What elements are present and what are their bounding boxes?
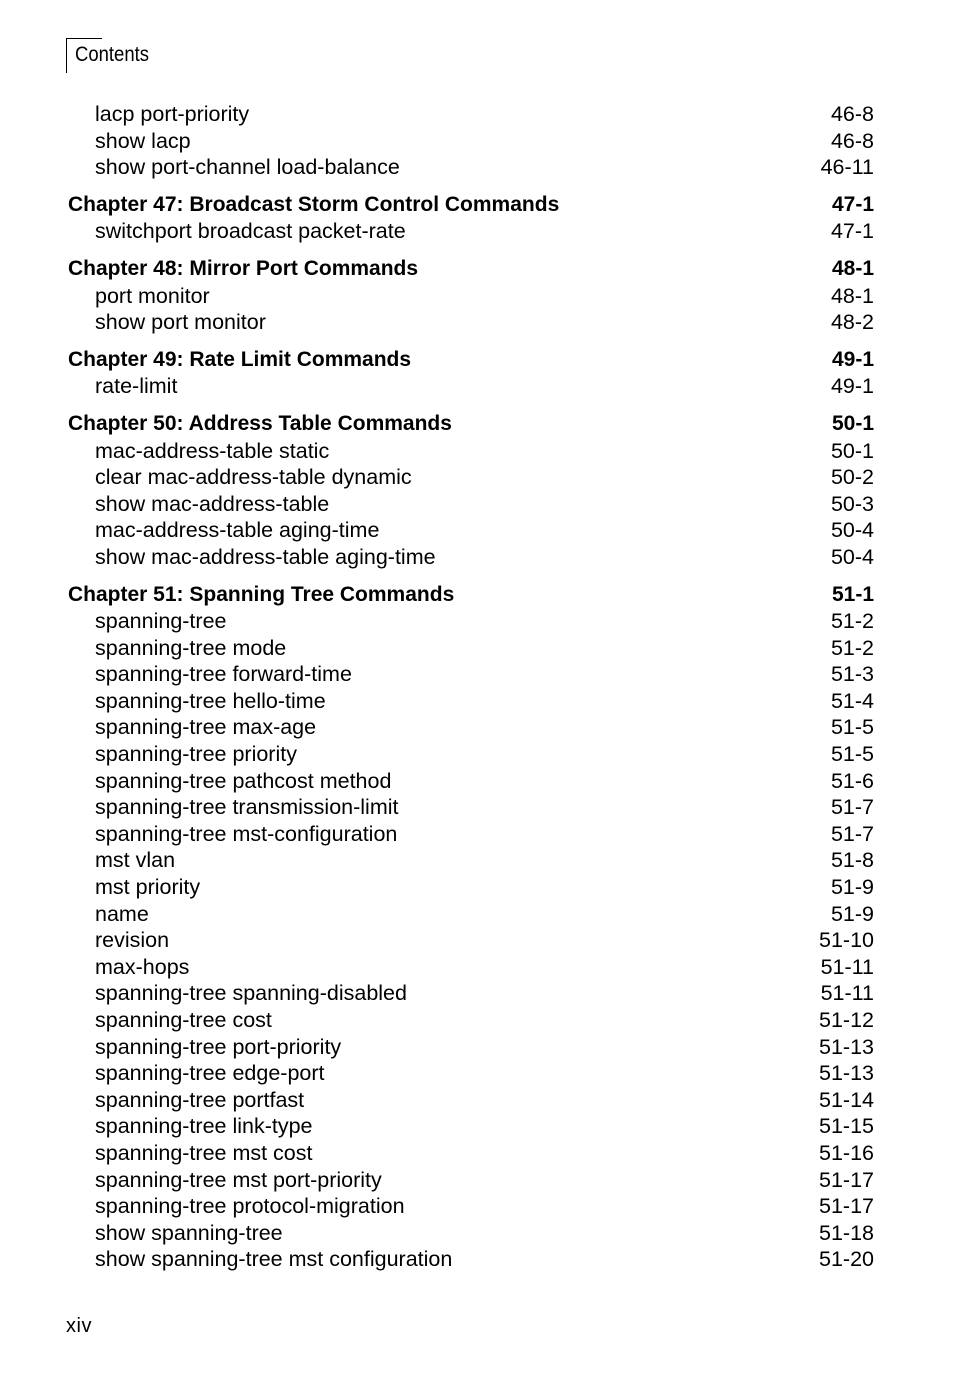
toc-entry[interactable] — [68, 1193, 874, 1220]
chapter-heading[interactable] — [68, 411, 874, 438]
entry-title: mst vlan — [95, 848, 176, 873]
entry-title: spanning-tree — [95, 609, 227, 634]
toc-entry[interactable] — [68, 741, 874, 768]
entry-page: 51-7 — [830, 821, 874, 846]
entry-page: 51-2 — [830, 609, 874, 634]
entry-page: 51-18 — [819, 1220, 874, 1245]
chapter-page: 47-1 — [831, 192, 874, 216]
toc-entry[interactable] — [68, 1060, 874, 1087]
entry-title: spanning-tree cost — [95, 1008, 272, 1032]
toc-entry[interactable] — [68, 608, 874, 635]
chapter-title: Chapter 47: Broadcast Storm Control Commands — [68, 192, 560, 216]
entry-page: 51-3 — [830, 662, 874, 687]
entry-title: spanning-tree port-priority — [95, 1034, 342, 1059]
chapter-title: Chapter 48: Mirror Port Commands — [68, 256, 419, 280]
toc-entry[interactable] — [68, 874, 874, 901]
entry-page: 48-1 — [830, 283, 874, 308]
entry-page: 49-1 — [830, 374, 874, 399]
toc-entry[interactable] — [68, 544, 874, 571]
toc-entry[interactable] — [68, 491, 874, 518]
entry-title: spanning-tree hello-time — [95, 688, 326, 713]
toc-group — [68, 347, 874, 400]
chapter-title: Chapter 49: Rate Limit Commands — [68, 347, 412, 371]
entry-page: 51-5 — [830, 742, 874, 767]
entry-page: 46-8 — [830, 102, 874, 126]
entry-title: spanning-tree portfast — [95, 1087, 305, 1112]
chapter-heading[interactable] — [68, 192, 874, 219]
table-of-contents — [68, 101, 874, 1284]
chapter-page: 50-1 — [831, 411, 874, 435]
toc-group — [68, 101, 874, 181]
toc-group — [68, 256, 874, 336]
toc-entry[interactable] — [68, 438, 874, 465]
entry-page: 51-12 — [819, 1008, 874, 1032]
entry-title: max-hops — [95, 954, 190, 979]
toc-entry[interactable] — [68, 1246, 874, 1273]
entry-page: 51-4 — [830, 688, 874, 713]
entry-page: 51-9 — [830, 875, 874, 900]
toc-entry[interactable] — [68, 373, 874, 400]
entry-title: lacp port-priority — [95, 102, 250, 126]
entry-page: 50-3 — [830, 491, 874, 516]
entry-page: 51-9 — [830, 901, 874, 926]
entry-page: 51-15 — [819, 1114, 874, 1139]
header-rule-vertical — [66, 38, 67, 73]
running-header-title: Contents — [75, 43, 149, 66]
toc-entry[interactable] — [68, 154, 874, 181]
toc-entry[interactable] — [68, 309, 874, 336]
entry-title: port monitor — [95, 283, 210, 308]
chapter-heading[interactable] — [68, 582, 874, 609]
entry-title: spanning-tree mst cost — [95, 1140, 313, 1165]
entry-title: spanning-tree link-type — [95, 1114, 313, 1139]
entry-title: spanning-tree spanning-disabled — [95, 981, 407, 1006]
entry-title: mac-address-table static — [95, 438, 330, 463]
entry-page: 51-14 — [819, 1087, 874, 1112]
chapter-page: 48-1 — [831, 256, 874, 280]
entry-title: spanning-tree priority — [95, 742, 297, 767]
entry-title: revision — [95, 928, 170, 953]
entry-page: 51-2 — [830, 635, 874, 660]
toc-entry[interactable] — [68, 1140, 874, 1167]
entry-page: 50-4 — [830, 544, 874, 569]
toc-entry[interactable] — [68, 821, 874, 848]
toc-group — [68, 411, 874, 571]
entry-title: spanning-tree mode — [95, 635, 287, 660]
entry-title: spanning-tree pathcost method — [95, 768, 392, 793]
entry-title: show mac-address-table — [95, 491, 330, 516]
entry-page: 51-11 — [820, 981, 874, 1006]
toc-entry[interactable] — [68, 847, 874, 874]
entry-page: 46-8 — [830, 128, 874, 153]
toc-entry[interactable] — [68, 128, 874, 155]
entry-title: spanning-tree mst port-priority — [95, 1167, 382, 1192]
entry-title: mst priority — [95, 875, 201, 900]
entry-title: show spanning-tree — [95, 1220, 283, 1245]
toc-entry[interactable] — [68, 635, 874, 662]
entry-page: 48-2 — [830, 310, 874, 335]
toc-entry[interactable] — [68, 954, 874, 981]
toc-entry[interactable] — [68, 1167, 874, 1194]
entry-page: 51-17 — [819, 1167, 874, 1192]
toc-entry[interactable] — [68, 901, 874, 928]
toc-entry[interactable] — [68, 101, 874, 128]
toc-entry[interactable] — [68, 1113, 874, 1140]
entry-page: 51-10 — [819, 928, 874, 953]
chapter-page: 51-1 — [831, 582, 874, 606]
entry-title: name — [95, 901, 149, 926]
toc-entry[interactable] — [68, 688, 874, 715]
toc-entry[interactable] — [68, 714, 874, 741]
toc-entry[interactable] — [68, 1220, 874, 1247]
entry-page: 50-1 — [830, 438, 874, 463]
entry-title: show mac-address-table aging-time — [95, 544, 436, 569]
toc-entry[interactable] — [68, 517, 874, 544]
entry-page: 51-7 — [830, 795, 874, 820]
header-rule-horizontal — [66, 38, 102, 39]
entry-title: show port-channel load-balance — [95, 155, 400, 180]
entry-title: spanning-tree edge-port — [95, 1061, 325, 1086]
toc-entry[interactable] — [68, 980, 874, 1007]
toc-entry[interactable] — [68, 283, 874, 310]
entry-title: clear mac-address-table dynamic — [95, 465, 412, 490]
entry-title: rate-limit — [95, 374, 178, 399]
entry-title: spanning-tree mst-configuration — [95, 821, 398, 846]
entry-page: 51-13 — [819, 1061, 874, 1086]
entry-title: show lacp — [95, 128, 191, 153]
chapter-heading[interactable] — [68, 347, 874, 374]
entry-title: spanning-tree forward-time — [95, 662, 352, 687]
entry-title: spanning-tree transmission-limit — [95, 795, 399, 820]
entry-title: spanning-tree protocol-migration — [95, 1194, 405, 1219]
entry-page: 51-17 — [819, 1194, 874, 1219]
toc-entry[interactable] — [68, 927, 874, 954]
entry-page: 50-2 — [830, 465, 874, 490]
entry-page: 51-8 — [830, 848, 874, 873]
entry-title: show spanning-tree mst configuration — [95, 1247, 453, 1272]
entry-page: 51-11 — [820, 954, 874, 979]
chapter-heading[interactable] — [68, 256, 874, 283]
toc-entry[interactable] — [68, 1034, 874, 1061]
page-number: xiv — [66, 1315, 92, 1337]
toc-entry[interactable] — [68, 794, 874, 821]
toc-entry[interactable] — [68, 768, 874, 795]
entry-title: spanning-tree max-age — [95, 715, 317, 740]
chapter-title: Chapter 51: Spanning Tree Commands — [68, 582, 455, 606]
entry-title: show port monitor — [95, 310, 266, 335]
toc-entry[interactable] — [68, 218, 874, 245]
chapter-page: 49-1 — [831, 347, 874, 371]
toc-entry[interactable] — [68, 1007, 874, 1034]
entry-page: 51-5 — [830, 715, 874, 740]
toc-entry[interactable] — [68, 1087, 874, 1114]
chapter-title: Chapter 50: Address Table Commands — [68, 411, 452, 435]
entry-title: mac-address-table aging-time — [95, 518, 380, 543]
toc-group — [68, 582, 874, 1273]
entry-page: 50-4 — [830, 518, 874, 543]
toc-entry[interactable] — [68, 464, 874, 491]
entry-title: switchport broadcast packet-rate — [95, 219, 406, 244]
entry-page: 51-20 — [819, 1247, 874, 1272]
entry-page: 46-11 — [820, 155, 874, 180]
entry-page: 47-1 — [830, 219, 874, 244]
entry-page: 51-6 — [830, 768, 874, 793]
entry-page: 51-13 — [819, 1034, 874, 1059]
toc-entry[interactable] — [68, 661, 874, 688]
toc-group — [68, 192, 874, 245]
entry-page: 51-16 — [819, 1140, 874, 1165]
